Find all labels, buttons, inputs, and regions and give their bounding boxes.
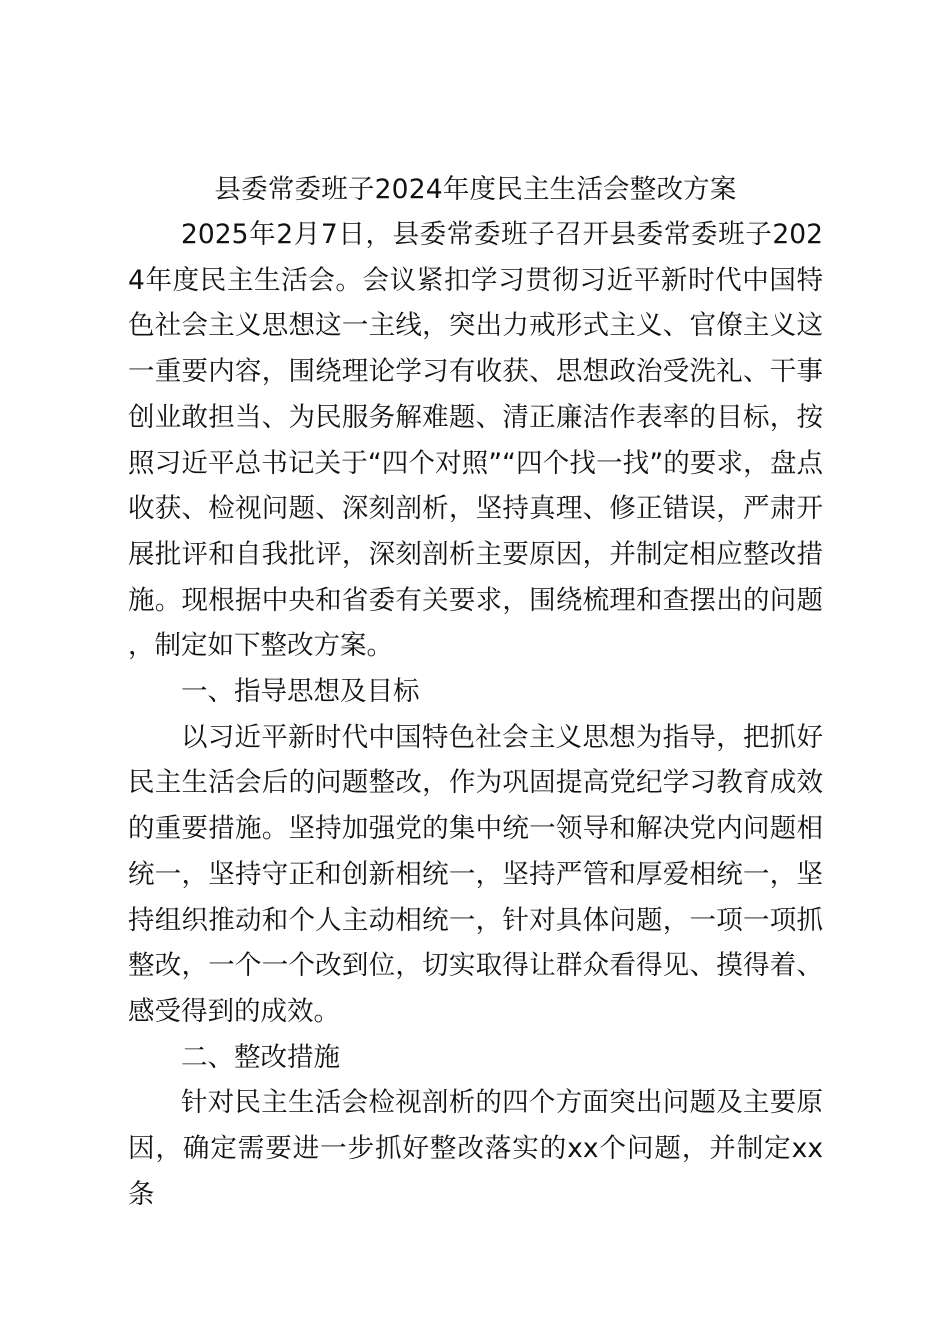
intro-paragraph: 2025年2月7日，县委常委班子召开县委常委班子2024年度民主生活会。会议紧扣学习贯彻习近平新时代中国特色社会主义思想这一主线，突出力戒形式主义、官僚主义这一重要内容，围绕理论学习有收获、思想政治受洗礼、干事创业敢担当、为民服务解难题、清正廉洁作表率的目标，按照习近平总书记关于“四个对照”“四个找一找”的要求，盘点收获、检视问题、深刻剖析，坚持真理、修正错误，严肃开展批评和自我批评，深刻剖析主要原因，并制定相应整改措施。现根据中央和省委有关要求，围绕梳理和查摆出的问题，制定如下整改方案。 <box>128 219 823 662</box>
section-heading-guiding-ideology: 一、指导思想及目标 <box>181 676 420 708</box>
document-page <box>128 168 823 1217</box>
section-body-guiding-ideology: 以习近平新时代中国特色社会主义思想为指导，把抓好民主生活会后的问题整改，作为巩固提高党纪学习教育成效的重要措施。坚持加强党的集中统一领导和解决党内问题相统一，坚持守正和创新相统一，坚持严管和厚爱相统一，坚持组织推动和个人主动相统一，针对具体问题，一项一项抓整改，一个一个改到位，切实取得让群众看得见、摸得着、感受得到的成效。 <box>128 721 823 1027</box>
section-heading-rectification-measures: 二、整改措施 <box>181 1041 340 1073</box>
document-title: 县委常委班子2024年度民主生活会整改方案 <box>214 174 737 205</box>
section-body-rectification-measures: 针对民主生活会检视剖析的四个方面突出问题及主要原因，确定需要进一步抓好整改落实的xx个问题，并制定xx条 <box>128 1087 823 1210</box>
